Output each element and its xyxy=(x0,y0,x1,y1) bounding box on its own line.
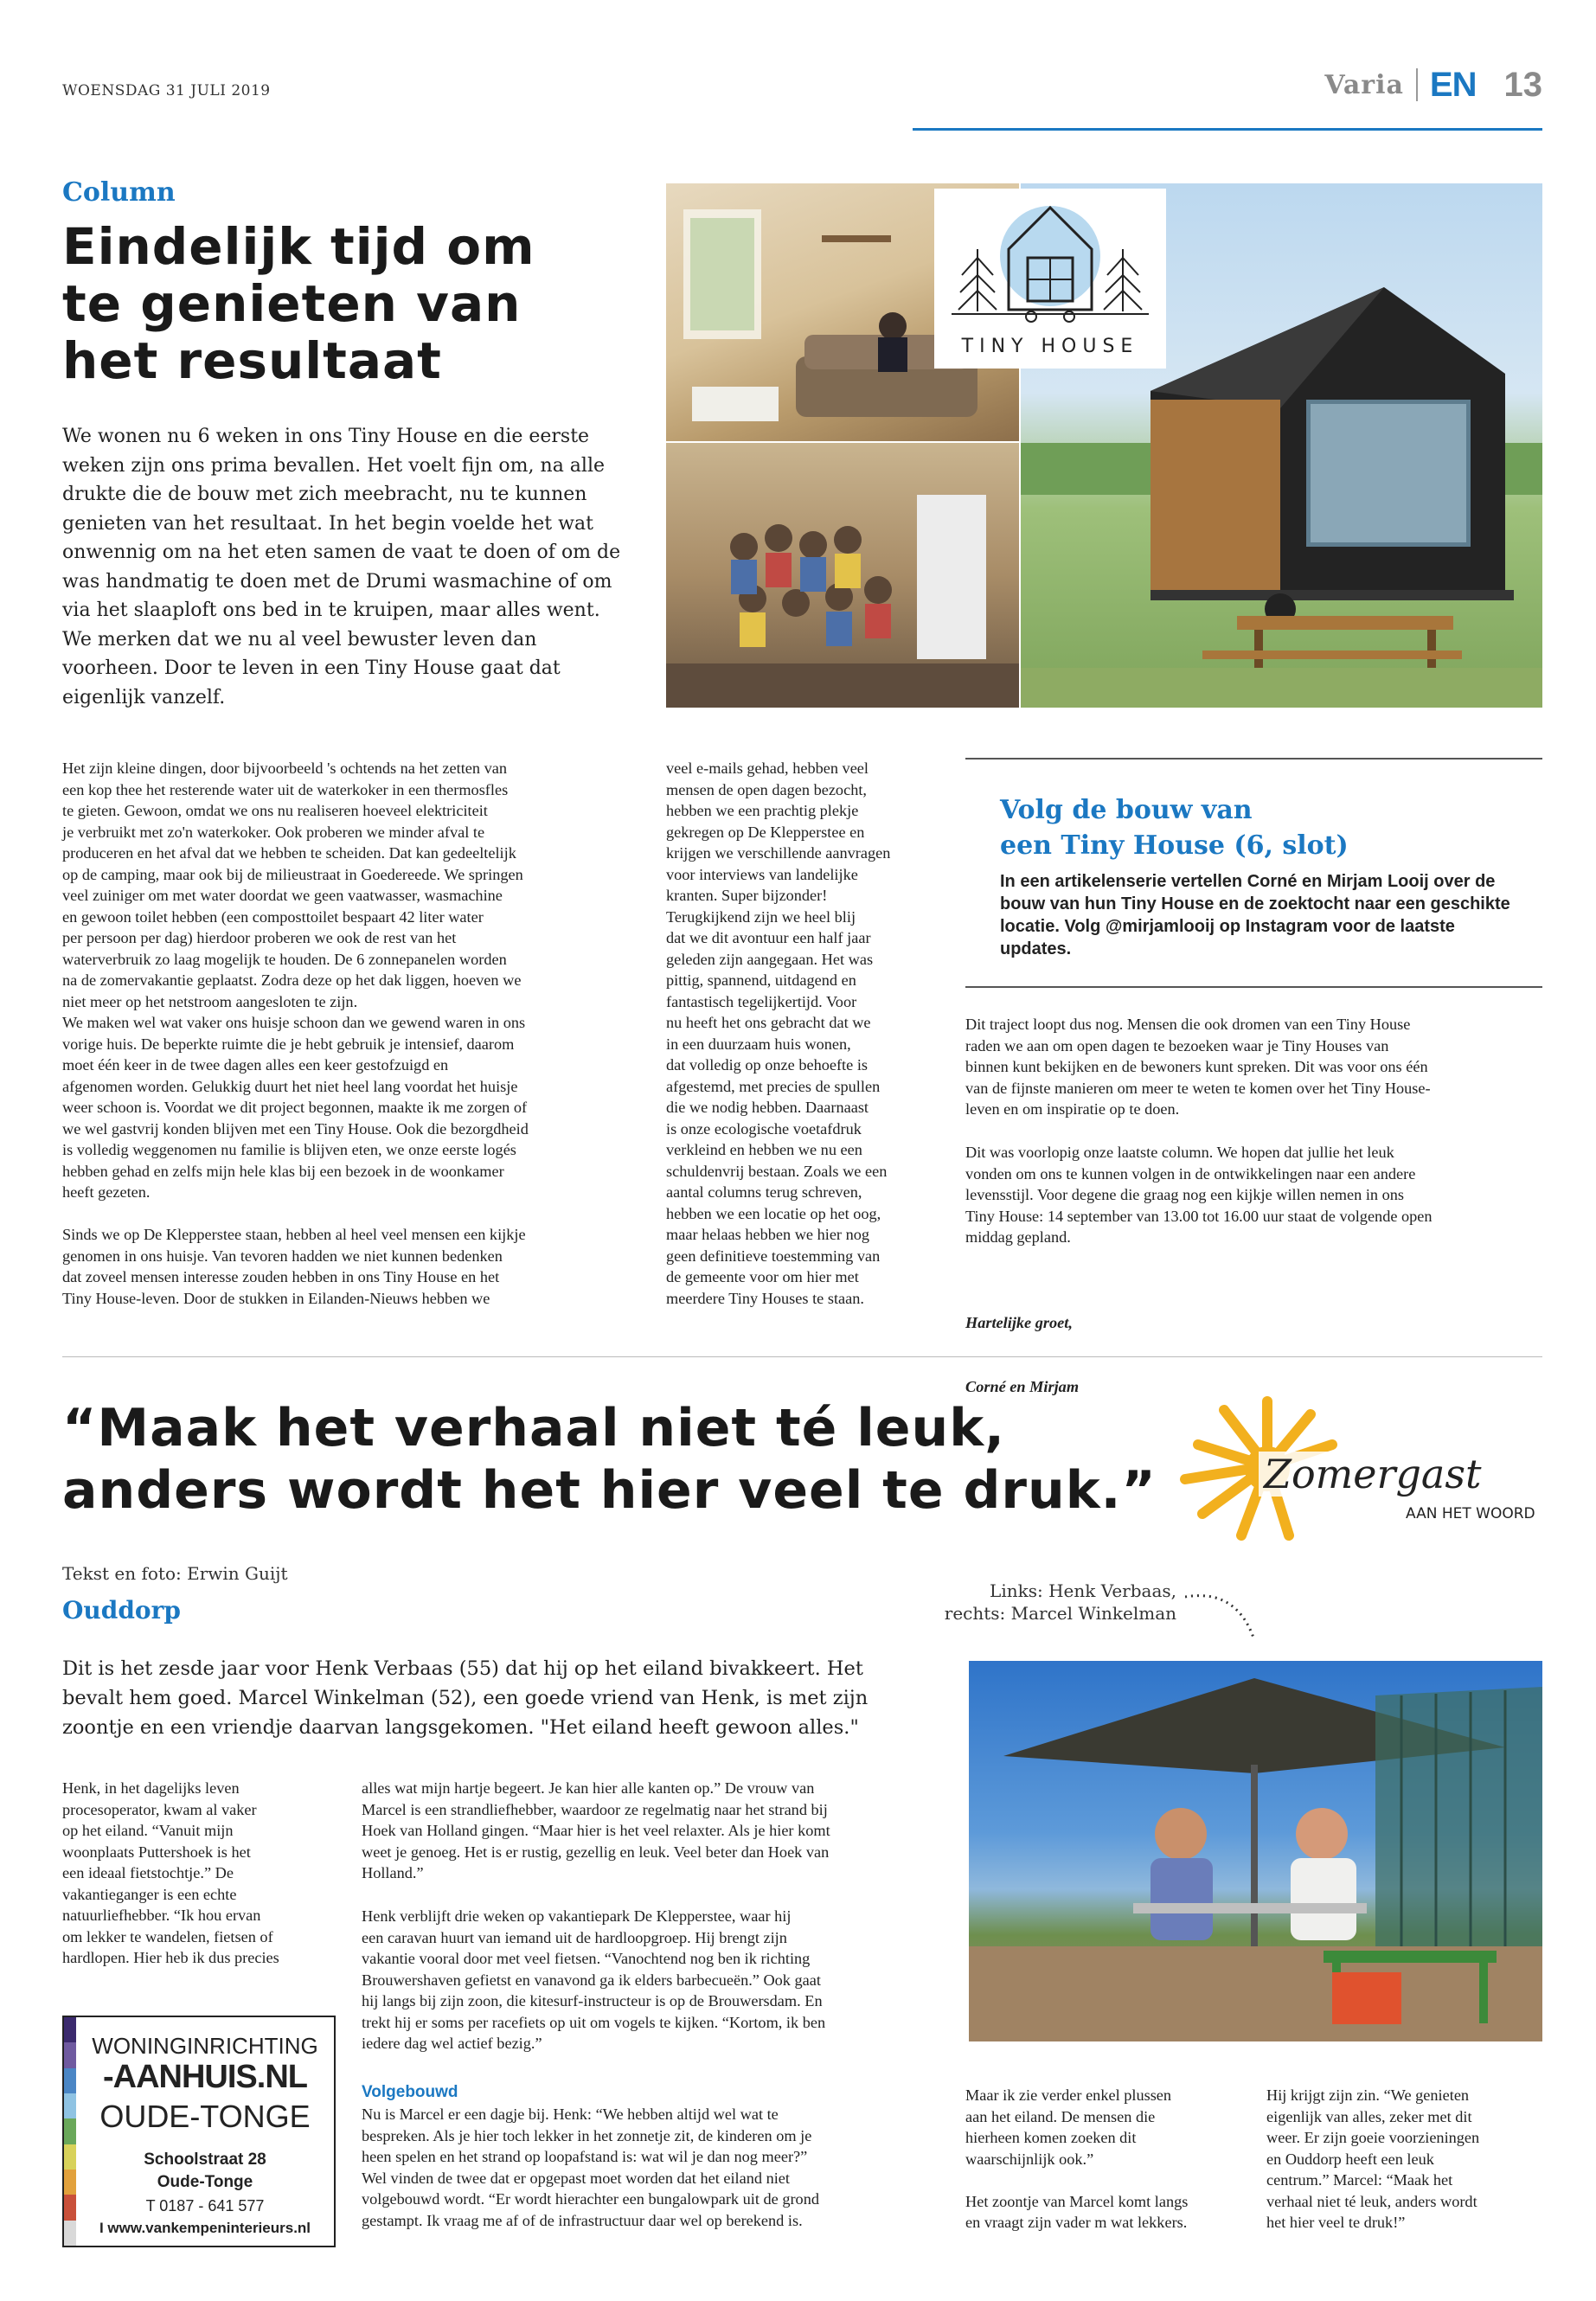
interview-location: Ouddorp xyxy=(62,1596,181,1625)
column-body-2: veel e-mails gehad, hebben veel mensen de open dagen bezocht, hebben we een prachtig plekje gekregen op De Klepperstee en krijgen we verschillende aanvragen voor interviews van landelijke kranten. Super bijzonder! Terugkijkend zijn we heel blij dat we dit avontuur een half jaar geleden zijn aangegaan. Het was pittig, spannend, uitdagend en fantastisch tegelijkertijd. Voor nu heeft het ons gebracht dat we in een duurzaam huis wonen, dat volledig op onze behoefte is afgestemd, met precies de spullen die we nodig hebben. Daarnaast is onze ecologische voetafdruk verkleind en hebben we nu een schuldenvrij bestaan. Zoals we een aantal columns terug schreven, hebben we een locatie op het oog, maar helaas hebben we hier nog geen definitieve toestemming van de gemeente voor om hier met meerdere Tiny Houses te staan. xyxy=(666,760,891,1307)
caption-pointer xyxy=(1185,1588,1272,1649)
series-box-top-rule xyxy=(965,758,1542,760)
tiny-house-logo xyxy=(934,189,1166,369)
stripe-segment xyxy=(64,2195,76,2220)
photo-henk-marcel xyxy=(969,1661,1542,2041)
photo-caption xyxy=(830,1580,1176,1625)
stripe-segment xyxy=(64,2093,76,2118)
section-label: Varia xyxy=(1324,69,1404,100)
class-visit-illustration xyxy=(666,443,1019,708)
issue-date: WOENSDAG 31 JULI 2019 xyxy=(62,82,271,99)
page-number: 13 xyxy=(1503,65,1542,104)
series-title-line: een Tiny House (6, slot) xyxy=(1000,830,1349,861)
lead-line: bevalt hem goed. Marcel Winkelman (52), een goede vriend van Henk, is met zijn xyxy=(62,1687,869,1709)
interview-col2b: Henk verblijft drie weken op vakantiepark De Klepperstee, waar hij een caravan huurt van iemand uit de hardloopgroep. Hij brengt zijn vakantie vooral door met veel fietsen. “Vanochtend nog ben ik richting Brouwershaven gefietst en vanavond ga ik elders barbecueën.” Ook gaat hij langs bij zijn zoon, die kitesurf-instructeur is op de Brouwersdam. En trekt hij er soms per racefiets op uit om vogels te kijken. “Kortom, ik ben iedere dag wel actief bezig.” xyxy=(362,1907,826,2052)
tiny-house-logo-icon xyxy=(934,189,1166,336)
ad-line2: -AANHUIS.NL xyxy=(103,2059,307,2095)
signoff-line: Hartelijke groet, xyxy=(965,1314,1073,1331)
signoff-line: Corné en Mirjam xyxy=(965,1377,1080,1395)
ad-line1: WONINGINRICHTING xyxy=(92,2033,318,2059)
lead-line: zoontje en een vriendje daarvan langsgekomen. "Het eiland heeft gewoon alles." xyxy=(62,1716,859,1739)
stripe-segment xyxy=(64,2118,76,2144)
zomergast-sub: AAN HET WOORD xyxy=(1406,1505,1535,1522)
series-title-line: Volg de bouw van xyxy=(1000,795,1253,825)
interview-subhead: Volgebouwd xyxy=(362,2083,458,2101)
column-kicker: Column xyxy=(62,177,176,208)
lead-line: Dit is het zesde jaar voor Henk Verbaas (55) dat hij op het eiland bivakkeert. Het xyxy=(62,1657,863,1680)
stripe-segment xyxy=(64,2170,76,2195)
column-title-line: het resultaat xyxy=(62,331,442,390)
series-description: In een artikelenserie vertellen Corné en Mirjam Looij over de bouw van hun Tiny House en de zoektocht naar een geschikte locatie. Volg @mirjamlooij op Instagram voor de laatste updates. xyxy=(1000,872,1510,958)
advertisement xyxy=(62,2016,336,2247)
ad-color-stripe xyxy=(64,2017,76,2246)
ad-street: Schoolstraat 28 xyxy=(144,2150,266,2169)
interview-photo-illustration xyxy=(969,1661,1542,2041)
column-body-1: Het zijn kleine dingen, door bijvoorbeeld 's ochtends na het zetten van een kop thee het resterende water uit de waterkoker in een thermosfles te gieten. Gewoon, omdat we ons nu realiseren hoeveel elektriciteit je verbruikt met zo'n waterkoker. Ook proberen we minder afval te produceren en het afval dat we hebben te scheiden. Dat kan gedeeltelijk op de camping, maar ook bij de milieustraat in Goedereede. We springen veel zuiniger om met water doordat we geen vaatwasser, wasmachine en gewoon toilet hebben (een composttoilet bespaart 42 liter water per persoon per dag) hierdoor proberen we ook de rest van het waterverbruik zo laag mogelijk te houden. De 6 zonnepanelen worden na de zomervakantie geplaatst. Zodra deze op het dak liggen, hoeven we niet meer op het netstroom aangesloten te zijn. We maken wel wat vaker ons huisje schoon dan we gewend waren in ons vorige huis. De beperkte ruimte die je hebt gebruik je intensief, daarom moet één keer in de twee dagen alles een keer gestofzuigd en afgenomen worden. Gelukkig duurt het niet heel lang voordat het huisje weer schoon is. Voordat we dit project begonnen, maakte ik me zorgen of we wel gastvrij konden blijven met een Tiny House. Ook die bezorgdheid is volledig weggenomen nu familie is blijven eten, we onze eerste logés hebben gehad en zelfs mijn hele klas bij een bezoek in de woonkamer heeft gezeten. Sinds we op De Klepperstee staan, hebben al heel veel mensen een kijkje genomen in ons huisje. Van tevoren hadden we niet kunnen bedenken dat zoveel mensen interesse zouden hebben in ons Tiny House en het Tiny House-leven. Door de stukken in Eilanden-Nieuws hebben we xyxy=(62,760,529,1307)
interview-lead xyxy=(62,1654,979,1742)
interview-col3: Maar ik zie verder enkel plussen aan het eiland. De mensen die hierheen komen zoeken dit waarschijnlijk ook.” Het zoontje van Marcel komt langs en vraagt zijn vader m wat lekkers. xyxy=(965,2086,1189,2231)
photo-interior-class xyxy=(666,443,1019,708)
series-title xyxy=(1000,792,1349,863)
interview-col4: Hij krijgt zijn zin. “We genieten eigenlijk van alles, zeker met dit weer. Er zijn goeie voorzieningen en Ouddorp heeft een leuk centrum.” Marcel: “Maak het verhaal niet té leuk, anders wordt het hier veel te druk!” xyxy=(1266,2086,1480,2231)
newspaper-logo: EN xyxy=(1429,65,1477,104)
column-title-line: Eindelijk tijd om xyxy=(62,217,535,276)
header-rule xyxy=(913,128,1542,131)
interview-headline-line: anders wordt het hier veel te druk.” xyxy=(62,1460,1157,1521)
interview-col2a: alles wat mijn hartje begeert. Je kan hier alle kanten op.” De vrouw van Marcel is een strandliefhebber, waardoor ze regelmatig naar het strand bij Hoek van Holland gingen. “Maar hier is het veel relaxter. Als je hier komt weet je genoeg. Het is er rustig, gezellig en leuk. Veel beter dan Hoek van Holland.” xyxy=(362,1779,830,1881)
ad-address xyxy=(80,2149,330,2194)
column-title-line: te genieten van xyxy=(62,274,522,333)
stripe-segment xyxy=(64,2042,76,2067)
series-box-bottom-rule xyxy=(965,986,1542,988)
zomergast-badge xyxy=(1172,1384,1535,1557)
interview-col2c: Nu is Marcel er een dagje bij. Henk: “We hebben altijd wel wat te bespreken. Als je hier toch lekker in het zonnetje zit, de kinderen om je heen spelen en het strand op loopafstand is: wat wil je dan nog meer?” Wel vinden de twee dat er opgepast moet worden dat het eiland niet volgebouwd wordt. “Er wordt hierachter een bungalowpark uit de grond gestampt. Ik vraag me af of de infrastructuur daar wel op berekend is. xyxy=(362,2106,819,2229)
section-divider xyxy=(62,1356,1542,1357)
caption-line: Links: Henk Verbaas, xyxy=(990,1580,1176,1601)
ad-line3: OUDE-TONGE xyxy=(99,2099,311,2134)
ad-city: Oude-Tonge xyxy=(157,2173,253,2191)
interview-col1: Henk, in het dagelijks leven procesoperator, kwam al vaker op het eiland. “Vanuit mijn woonplaats Puttershoek is het een ideaal fietstochtje.” De vakantieganger is een echte natuurliefhebber. “Ik hou ervan om lekker te wandelen, fietsen of hardlopen. Hier heb ik dus precies xyxy=(62,1779,279,1966)
ad-website[interactable]: I www.vankempeninterieurs.nl xyxy=(99,2220,311,2236)
tiny-house-logo-text: TINY HOUSE xyxy=(961,336,1139,357)
divider xyxy=(1416,68,1418,101)
ad-phone[interactable]: T 0187 - 641 577 xyxy=(145,2197,265,2214)
stripe-segment xyxy=(64,2144,76,2170)
byline: Tekst en foto: Erwin Guijt xyxy=(62,1563,288,1584)
caption-line: rechts: Marcel Winkelman xyxy=(944,1603,1176,1624)
column-intro: We wonen nu 6 weken in ons Tiny House en die eerste weken zijn ons prima bevallen. Het voelt fijn om, na alle drukte die de bouw met zich meebracht, nu te kunnen genieten van het resultaat. In het begin voelde het wat onwennig om na het eten samen de vaat te doen of om de was handmatig te doen met de Drumi wasmachine of om via het slaaploft ons bed in te kruipen, maar alles went. We merken dat we nu al veel bewuster leven dan voorheen. Door te leven in een Tiny House gaat dat eigenlijk vanzelf. xyxy=(62,426,621,708)
interview-headline-line: “Maak het verhaal niet té leuk, xyxy=(62,1398,1005,1458)
masthead xyxy=(1324,61,1542,109)
column-body-3a: Dit traject loopt dus nog. Mensen die ook dromen van een Tiny House raden we aan om open dagen te bezoeken waar je Tiny Houses van binnen kunt bekijken en de bewoners kunt spreken. Dit was voor ons één van de fijnste manieren om meer te weten te komen over het Tiny House- leven en om inspiratie op te doen. xyxy=(965,1016,1431,1118)
interview-headline xyxy=(62,1397,1157,1522)
column-title xyxy=(62,218,535,389)
stripe-segment xyxy=(64,2017,76,2042)
stripe-segment xyxy=(64,2068,76,2093)
zomergast-script: Zomergast xyxy=(1259,1452,1486,1497)
column-body-3b: Dit was voorlopig onze laatste column. We hopen dat jullie het leuk vonden om ons te kunnen volgen in de ontwikkelingen naar een andere levensstijl. Voor degene die graag nog een kijkje willen nemen in ons Tiny House: 14 september van 13.00 tot 16.00 uur staat de volgende open middag gepland. xyxy=(965,1144,1433,1246)
stripe-segment xyxy=(64,2221,76,2246)
